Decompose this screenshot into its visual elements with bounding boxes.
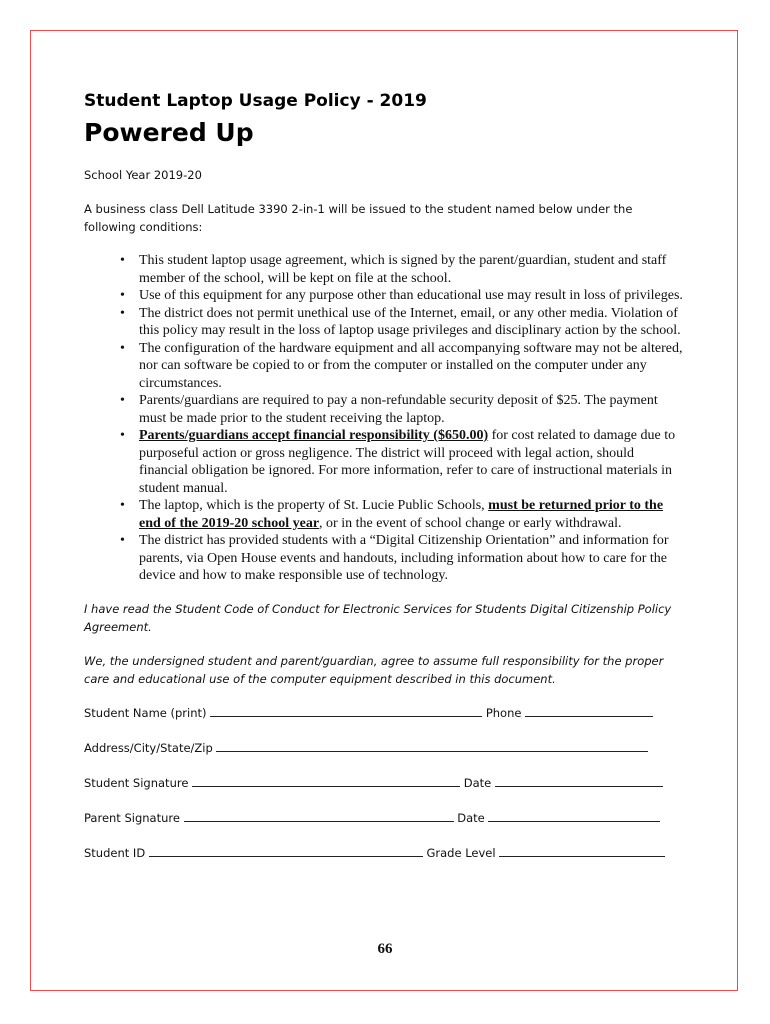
- phone-field[interactable]: [525, 706, 653, 717]
- document-body: [84, 88, 684, 862]
- document-subtitle: Powered Up: [84, 118, 254, 147]
- condition-item: • Parents/guardians accept financial responsibility ($650.00) for cost related to damage due to purposeful action or gross negligence. The district will proceed with legal action, should financial obligation be ignored. For more information, refer to care of instructional materials in student manual.: [120, 428, 676, 496]
- bullet-icon: •: [120, 428, 125, 443]
- phone-label: Phone: [485, 705, 522, 720]
- student-name-field[interactable]: [210, 706, 482, 717]
- student-signature-row: [84, 774, 684, 792]
- page-number: 66: [377, 941, 393, 957]
- address-label: Address/City/State/Zip: [84, 740, 213, 755]
- document-title: Student Laptop Usage Policy - 2019: [84, 91, 427, 111]
- address-field[interactable]: [216, 741, 648, 752]
- bullet-icon: •: [120, 340, 125, 356]
- financial-responsibility-emphasis: Parents/guardians accept financial responsibility ($650.00): [139, 428, 489, 443]
- student-signature-field[interactable]: [192, 776, 460, 787]
- condition-item: • The district has provided students with a “Digital Citizenship Orientation” and information for parents, via Open House events and handouts, including information about how to care for the device and how to make responsible use of technology.: [120, 533, 669, 583]
- bullet-icon: •: [120, 498, 125, 513]
- student-id-field[interactable]: [149, 846, 423, 857]
- acknowledgement-code-of-conduct: I have read the Student Code of Conduct for Electronic Services for Students Digital Citizenship Policy Agreement.: [84, 601, 672, 634]
- conditions-list: [84, 252, 684, 585]
- intro-paragraph: A business class Dell Latitude 3390 2-in-1 will be issued to the student named below under the following conditions:: [84, 202, 633, 234]
- student-name-label: Student Name (print): [84, 705, 207, 720]
- condition-item: • Parents/guardians are required to pay a non-refundable security deposit of $25. The payment must be made prior to the student receiving the laptop.: [120, 393, 658, 426]
- condition-item: • This student laptop usage agreement, which is signed by the parent/guardian, student and staff member of the school, will be kept on file at the school.: [120, 253, 667, 286]
- acknowledgement-responsibility: We, the undersigned student and parent/guardian, agree to assume full responsibility for the proper care and educational use of the computer equipment described in this document.: [84, 653, 664, 686]
- student-name-row: [84, 704, 684, 722]
- student-date-field[interactable]: [495, 776, 663, 787]
- grade-level-label: Grade Level: [426, 845, 496, 860]
- condition-item: • The laptop, which is the property of St. Lucie Public Schools, must be returned prior to the end of the 2019-20 school year, or in the event of school change or early withdrawal.: [120, 498, 664, 531]
- student-id-label: Student ID: [84, 845, 146, 860]
- return-deadline-emphasis: must be returned prior to the end of the 2019-20 school year: [139, 498, 664, 531]
- parent-signature-row: [84, 809, 684, 827]
- parent-signature-label: Parent Signature: [84, 810, 180, 825]
- bullet-icon: •: [120, 288, 125, 303]
- address-row: [84, 739, 684, 757]
- date-label: Date: [457, 810, 485, 825]
- bullet-icon: •: [120, 305, 125, 321]
- bullet-icon: •: [120, 393, 125, 408]
- condition-item: • The district does not permit unethical use of the Internet, email, or any other media. Violation of this policy may result in the loss of laptop usage privileges and disciplinary action by the school.: [120, 305, 681, 338]
- bullet-icon: •: [120, 533, 125, 548]
- parent-date-field[interactable]: [488, 811, 660, 822]
- condition-item: • Use of this equipment for any purpose other than educational use may result in loss of privileges.: [120, 288, 683, 303]
- condition-item: • The configuration of the hardware equipment and all accompanying software may not be altered, nor can software be copied to or from the computer or installed on the computer under any circumstances.: [120, 340, 683, 391]
- school-year: School Year 2019-20: [84, 168, 202, 182]
- student-id-row: [84, 844, 684, 862]
- student-signature-label: Student Signature: [84, 775, 189, 790]
- date-label: Date: [463, 775, 492, 790]
- parent-signature-field[interactable]: [184, 811, 454, 822]
- grade-level-field[interactable]: [499, 846, 665, 857]
- bullet-icon: •: [120, 253, 125, 268]
